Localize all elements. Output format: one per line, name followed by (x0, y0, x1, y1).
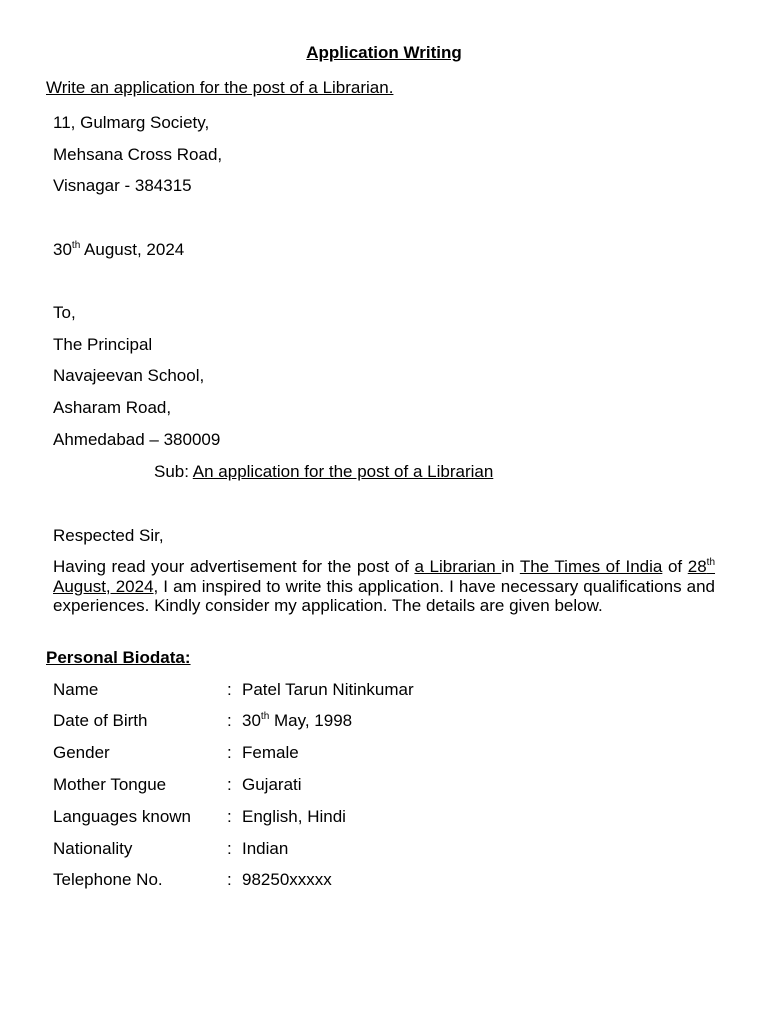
biodata-heading: Personal Biodata: (46, 648, 191, 667)
subject-label: Sub: (154, 462, 193, 481)
body-paragraph (53, 557, 715, 616)
biodata-label: Mother Tongue (53, 775, 167, 794)
recipient-line-2: The Principal (53, 335, 153, 354)
body-post-name: a Librarian (414, 557, 502, 576)
biodata-colon: : (227, 807, 232, 826)
body-text-4: , I am inspired to write this application. I have necessary qualifications and experiences. Kindly consider my application. The details are given below. (53, 576, 715, 615)
biodata-label: Name (53, 680, 99, 699)
biodata-label: Gender (53, 743, 110, 762)
sender-address-line-1: 11, Gulmarg Society, (53, 113, 210, 132)
biodata-colon: : (227, 711, 232, 730)
biodata-colon: : (227, 870, 232, 889)
biodata-colon: : (227, 680, 232, 699)
biodata-label: Date of Birth (53, 711, 148, 730)
ad-date-rest: August, 2024 (53, 576, 154, 596)
subject-text: An application for the post of a Librarian (192, 462, 494, 481)
ad-date-day: 28 (687, 557, 707, 576)
biodata-colon: : (227, 775, 232, 794)
dob-day: 30 (242, 711, 261, 730)
date-rest: August, 2024 (80, 240, 185, 259)
ad-date-suffix: th (706, 557, 716, 568)
biodata-row-name (53, 679, 693, 701)
recipient-line-4: Asharam Road, (53, 398, 172, 417)
dob-rest: May, 1998 (269, 711, 353, 730)
body-text-3: of (662, 557, 688, 576)
biodata-row-languages (53, 806, 693, 828)
biodata-row-nationality (53, 838, 693, 860)
letter-date (53, 240, 184, 260)
recipient-line-3: Navajeevan School, (53, 366, 205, 385)
biodata-label: Nationality (53, 839, 133, 858)
date-day: 30 (53, 240, 72, 259)
recipient-line-5: Ahmedabad – 380009 (53, 430, 221, 449)
biodata-value (242, 710, 352, 732)
body-newspaper: The Times of India (519, 557, 663, 576)
body-text-1: Having read your advertisement for the post of (53, 557, 415, 576)
biodata-value: Gujarati (242, 775, 302, 794)
date-suffix: th (71, 240, 81, 251)
sender-address-line-3: Visnagar - 384315 (53, 176, 192, 195)
biodata-value: English, Hindi (242, 807, 346, 826)
recipient-line-1: To, (53, 303, 76, 322)
biodata-label: Telephone No. (53, 870, 163, 889)
subject-line (154, 462, 493, 482)
biodata-value: Patel Tarun Nitinkumar (242, 680, 414, 699)
biodata-colon: : (227, 839, 232, 858)
biodata-row-telephone (53, 869, 693, 891)
biodata-value: Female (242, 743, 299, 762)
prompt-text: Write an application for the post of a Librarian. (46, 78, 394, 97)
sender-address-line-2: Mehsana Cross Road, (53, 145, 223, 164)
biodata-value: Indian (242, 839, 289, 858)
biodata-label: Languages known (53, 807, 192, 826)
page-title: Application Writing (306, 43, 462, 62)
biodata-colon: : (227, 743, 232, 762)
salutation: Respected Sir, (53, 526, 164, 545)
biodata-row-gender (53, 742, 693, 764)
dob-suffix: th (260, 711, 270, 722)
biodata-row-date-of-birth (53, 710, 693, 732)
biodata-value: 98250xxxxx (242, 870, 332, 889)
body-text-2: in (501, 557, 520, 576)
biodata-row-mother-tongue (53, 774, 693, 796)
